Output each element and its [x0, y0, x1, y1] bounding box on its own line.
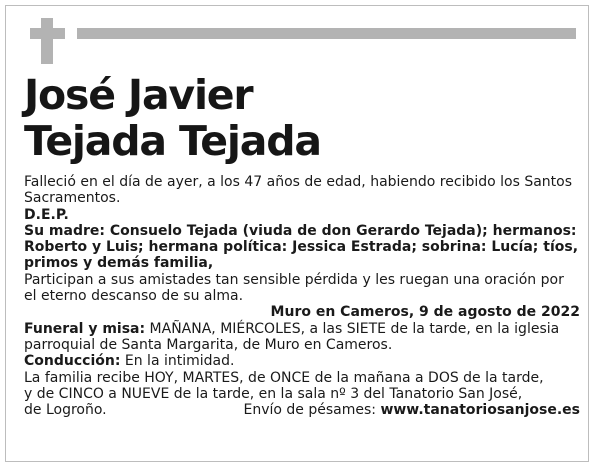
dep-text: D.E.P.	[24, 206, 69, 223]
conduction-label: Conducción:	[24, 353, 121, 370]
family-text: Su madre: Consuelo Tejada (viuda de don Gerardo Tejada); hermanos: Roberto y Luis; hermana política: Jessica Estrada; sobrina: Lucía; tíos, primos y demás familia,	[24, 222, 579, 272]
visit-line-1: La familia recibe HOY, MARTES, de ONCE de la mañana a DOS de la tarde,	[24, 369, 544, 386]
condolence-label: Envío de pésames:	[243, 402, 376, 419]
request-text: Participan a sus amistades tan sensible pérdida y les ruegan una oración por el eterno descanso de su alma.	[24, 271, 564, 305]
condolence-line	[243, 402, 580, 418]
conduction-text: En la intimidad.	[120, 353, 235, 370]
visit-line-2: y de CINCO a NUEVE de la tarde, en la sala nº 3 del Tanatorio San José,	[24, 385, 523, 402]
visit-last-line	[24, 402, 580, 418]
name-line-2: Tejada Tejada	[24, 117, 321, 165]
conduction-paragraph	[24, 353, 580, 369]
cross-icon	[41, 18, 53, 64]
obituary-body	[24, 174, 580, 418]
visit-line-3: de Logroño.	[24, 402, 107, 419]
intro-text: Falleció en el día de ayer, a los 47 años de edad, habiendo recibido los Santos Sacramentos.	[24, 174, 573, 207]
funeral-paragraph	[24, 321, 580, 354]
name-line-1: José Javier	[24, 71, 253, 119]
deceased-name	[24, 72, 321, 164]
cross-icon-bar	[30, 28, 65, 39]
header-rule	[77, 28, 576, 39]
funeral-label: Funeral y misa:	[24, 320, 146, 337]
place-date: Muro en Cameros, 9 de agosto de 2022	[270, 304, 580, 321]
funeral-text: MAÑANA, MIÉRCOLES, a las SIETE de la tarde, en la iglesia parroquial de Santa Margarita, de Muro en Cameros.	[24, 320, 560, 353]
condolence-link[interactable]: www.tanatoriosanjose.es	[380, 402, 580, 419]
